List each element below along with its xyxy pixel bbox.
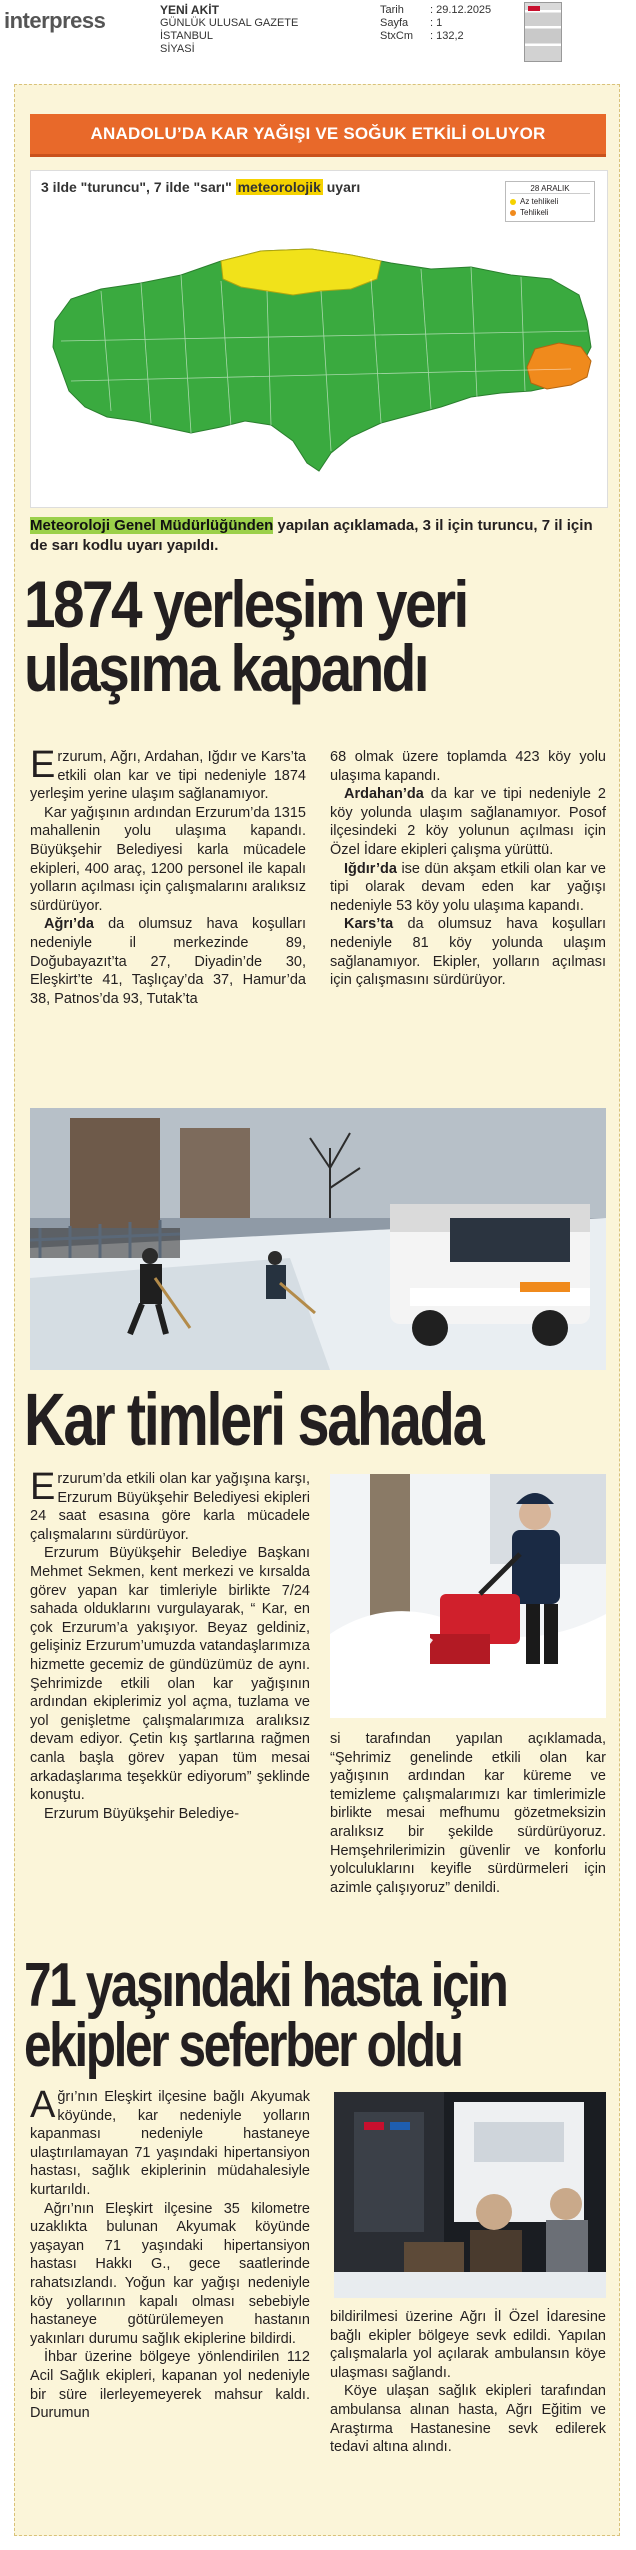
turkey-map-graphic [31,171,607,507]
meta-size: : 132,2 [430,30,464,42]
publication-line: GÜNLÜK ULUSAL GAZETE [160,17,299,29]
article-3-left-column [30,2084,310,2423]
article-1-left-column [30,744,306,1008]
snow-workers-photo [30,1108,606,1370]
headline-1-line: ulaşıma kapandı [24,631,427,705]
paragraph: Kars’ta da olumsuz hava koşulları nedeniyle 81 köy yolunda ulaşım sağlanamıyor. Ekipler, yolların açılması için çalışmasını sürdürüyor. [330,916,606,989]
paragraph: Ardahan’da da kar ve tipi nedeniyle 2 köy yolunda ulaşım sağlanamıyor. Posof ilçesindeki 2 köy yolunun açılması için Özel İdare ekipleri çalışma yürüttü. [330,786,606,858]
paragraph: Erzurum Büyükşehir Belediye- [44,1805,240,1822]
ambulance-image [334,2092,606,2298]
paragraph: Ağrı’da da olumsuz hava koşulları nedeniyle il merkezinde 89, Doğubayazıt’ta 27, Diyadin’de 30, Eleşkirt’te 41, Taşlıçay’da 37, Hamur’da 38, Patnos’da 93, Tutak’ta [30,916,306,1007]
publication-line: SİYASİ [160,43,195,55]
meta-page: : 1 [430,17,443,29]
paragraph: Ağrı’nın Eleşkirt ilçesine 35 kilometre uzaklıkta bulunan Akyumak köyünde yaşayan 71 yaşındaki hipertansiyon hastası Hakkı G., gece saatlerinde rahatsızlandı. Yoğun kar yağışı nedeniyle köy yollarının kapalı olması sebebiyle hastaneye götürülemeyen hastanın yakınları durumu sağlık ekiplerine bildirdi. [30,2200,310,2347]
paragraph: Erzurum, Ağrı, Ardahan, Iğdır ve Kars’ta etkili olan kar ve tipi nedeniyle 1874 yerleşim yerine ulaşım sağlanamıyor. [30,744,306,803]
snow-blower-image [330,1474,606,1718]
map-title: 3 ilde "turuncu", 7 ilde "sarı" meteorolojik uyarı [41,179,361,195]
legend-item: Tehlikeli [510,208,590,217]
meta-date: : 29.12.2025 [430,4,492,16]
section-banner: ANADOLU’DA KAR YAĞIŞI VE SOĞUK ETKİLİ OLUYOR [30,114,606,157]
publication-info [160,4,298,56]
headline-3-line: 71 yaşındaki hasta için [24,1951,507,2020]
legend-item: Az tehlikeli [510,197,590,206]
legend-title: 28 ARALIK [510,184,590,194]
publication-line: İSTANBUL [160,30,213,42]
headline-2: Kar timleri sahada [24,1378,483,1461]
page-thumbnail[interactable] [524,2,562,62]
headline-1-line: 1874 yerleşim yeri [24,567,467,641]
interpress-logo: interpress [4,8,106,33]
paragraph: Kar yağışının ardından Erzurum’da 1315 mahallenin yolu ulaşıma kapandı. Büyükşehir Belediyesi karla mücadele ekipleri, 400 araç, 1200 personel ile kapalı yolların açılması için çalışmalarını aralıksız sürdürüyor. [30,804,306,914]
article-3-right-column [330,2308,606,2457]
snow-blower-photo [330,1474,606,1718]
paragraph: İhbar üzerine bölgeye yönlendirilen 112 Acil Sağlık ekipleri, kapanan yol nedeniyle bir süre ilerleyemeyerek mahsur kaldı. Durumun [30,2349,310,2422]
paragraph: bildirilmesi üzerine Ağrı İl Özel İdaresine bağlı ekipler bölgeye sevk edildi. Yapılan çalışmalarla yol açılarak ambulansın köye ulaşması sağlandı. [330,2309,606,2381]
headline-3-line: ekipler seferber oldu [24,2011,462,2080]
headline-1 [24,567,531,705]
paragraph: Erzurum’da etkili olan kar yağışına karşı, Erzurum Büyükşehir Belediyesi ekipleri 24 saat esasına göre karla mücadele çalışmalarını sürdürüyor. [30,1466,310,1543]
meta-key: StxCm [380,30,413,42]
article-2-right-column [330,1730,606,1897]
ambulance-photo [334,2092,606,2298]
snow-workers-image [30,1108,606,1370]
paragraph: Ağrı’nın Eleşkirt ilçesine bağlı Akyumak köyünde, kar nedeniyle yolların kapanması nedeniyle hastaneye ulaştırılamayan 71 yaşındaki hipertansiyon hastası, sağlık ekiplerinin müdahalesiyle kurtarıldı. [30,2084,310,2198]
article-2-left-column [30,1466,310,1823]
meta-key: Sayfa [380,17,409,29]
paragraph: 68 olmak üzere toplamda 423 köy yolu ulaşıma kapandı. [330,749,606,784]
paragraph: Iğdır’da ise dün akşam etkili olan kar ve tipi olarak devam eden kar yağışı nedeniyle 53 köy yolu ulaşıma kapandı. [330,860,606,914]
paragraph: Köye ulaşan sağlık ekipleri tarafından ambulansa alınan hasta, Ağrı Eğitim ve Araştırma Hastanesine sevk edilerek tedavi altına alındı. [330,2383,606,2456]
publication-name: YENİ AKİT [160,3,219,17]
warning-map [30,170,608,508]
paragraph: Erzurum Büyükşehir Belediye Başkanı Mehmet Sekmen, kent merkezi ve kırsalda görev yapan kar timleriyle birlikte 7/24 sahada olduklarını vurgulayarak, “ Kar, en çok Erzurum’a yakışıyor. Beyaz geldiniz, gelişiniz Erzurum’umuzda vatandaşlarımıza hizmette gecemiz de gündüzümüz de aynı. Şehrimizde etkili olan kar yağışının ardından ekiplerimiz yol açma, tuzlama ve yol genişletme çalışmalarımıza aralıksız devam ediyor. Çetin kış şartlarına rağmen canla başla görev yapan tüm mesai arkadaşlarıma teşekkür ediyorum” şeklinde konuştu. [30,1545,310,1804]
headline-3 [24,1951,507,2080]
clipping-meta [380,4,491,43]
map-region-orange [527,343,591,389]
map-caption: Meteoroloji Genel Müdürlüğünden yapılan açıklamada, 3 il için turuncu, 7 il için de sarı kodlu uyarı yapıldı. [30,517,593,554]
clipping-header [0,0,636,64]
meta-key: Tarih [380,4,404,16]
paragraph: si tarafından yapılan açıklamada, “Şehrimiz genelinde etkili olan kar yağışının ardından kar küreme ve temizleme çalışmalarımızı kar timlerimizle birlikte mesai mefhumu gözetmeksizin aralıksız bir şekilde sürdürüyoruz. Hemşehrilerimizin güvenlir ve konforlu yolculuklarını keyifle sürdürmeleri için azimle çalışıyoruz” denildi. [330,1731,606,1896]
article-1-right-column [330,748,606,990]
